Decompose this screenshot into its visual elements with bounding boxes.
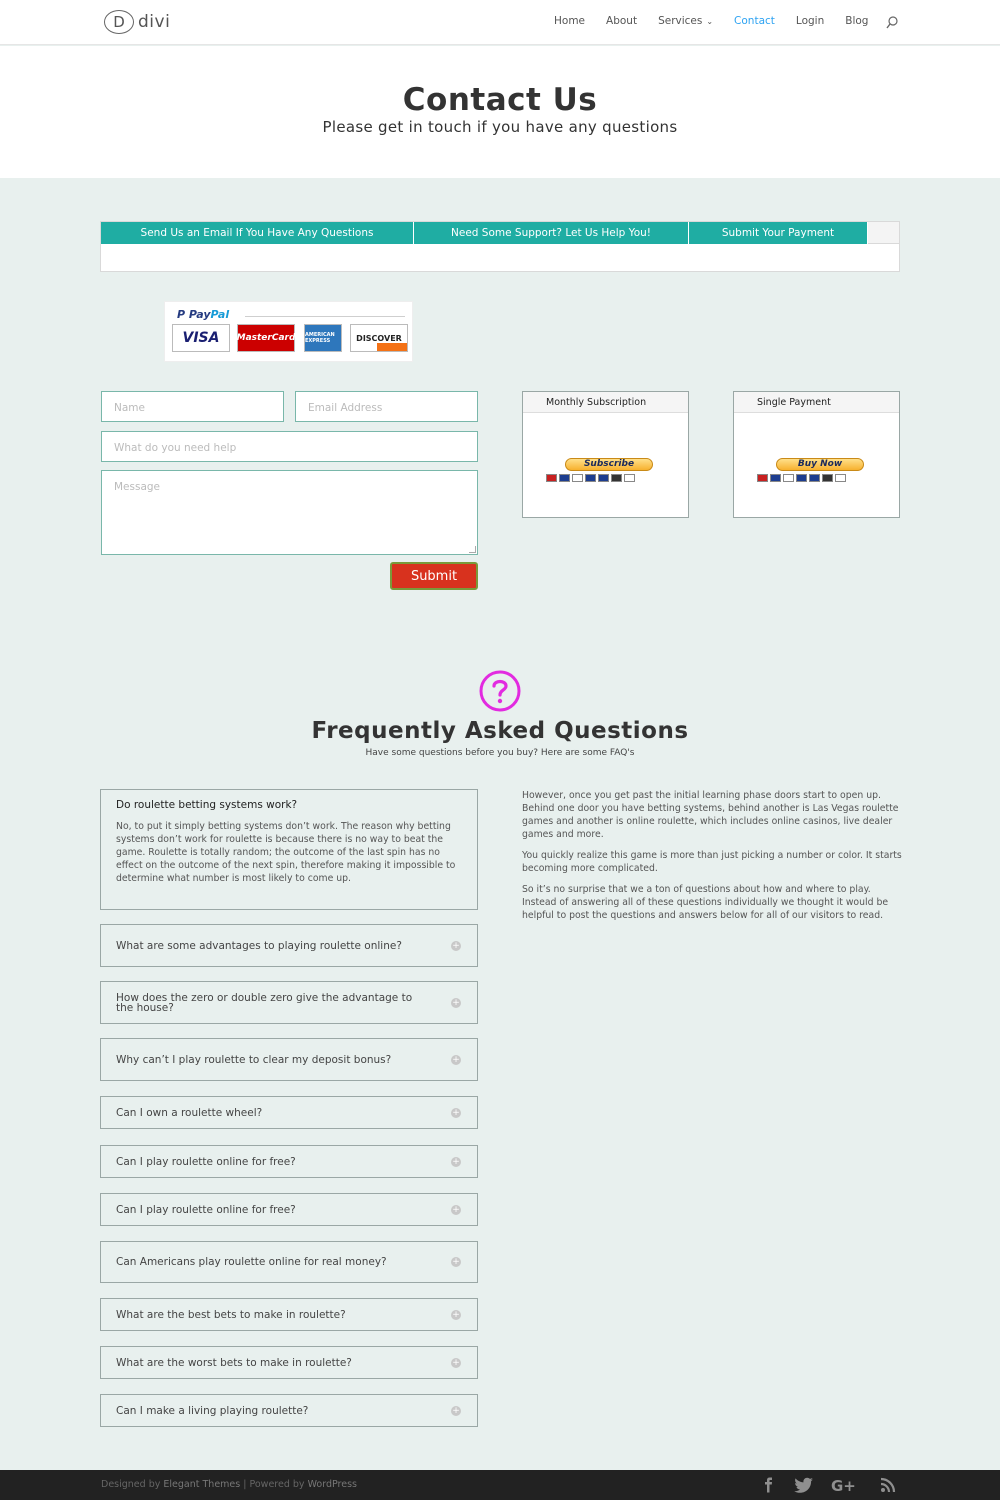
platform-link[interactable]: WordPress [307,1479,357,1490]
card-icon [796,474,807,482]
paypal-cards-banner [164,301,413,362]
faq-question: Why can’t I play roulette to clear my deposit bonus? [116,1053,392,1066]
hero-section [0,46,1000,178]
tab-support[interactable]: Need Some Support? Let Us Help You! [414,222,689,244]
card-icon [611,474,622,482]
nav-services[interactable] [658,15,713,27]
mastercard-logo: MasterCard [237,324,295,352]
faq-question: Can I make a living playing roulette? [116,1404,309,1417]
faq-question: What are some advantages to playing roulette online? [116,939,402,952]
buy-now-button[interactable]: Buy Now [776,458,864,471]
plus-circle-icon: + [452,940,460,951]
plus-circle-icon: + [452,997,460,1008]
plus-circle-icon: + [452,1309,460,1320]
plus-circle-icon: + [452,1054,460,1065]
plus-circle-icon: + [452,1357,460,1368]
faq-paragraph: You quickly realize this game is more than just picking a number or color. It starts becoming more complicated. [522,850,902,874]
single-payment-title: Single Payment [734,392,899,413]
plus-circle-icon: + [452,1405,460,1416]
card-icon [598,474,609,482]
plus-circle-icon: + [452,1204,460,1215]
nav-about[interactable]: About [606,15,638,27]
paypal-logo: P PayPal [177,308,230,321]
paypal-logo-pal: Pal [210,308,230,321]
card-icon [757,474,768,482]
email-field[interactable]: Email Address [295,391,478,422]
nav-home[interactable]: Home [554,15,586,27]
faq-item[interactable] [100,981,478,1024]
accepted-cards [546,474,637,482]
card-icon [770,474,781,482]
logo-mark: D [104,10,134,34]
monthly-subscription-title: Monthly Subscription [523,392,688,413]
site-header [0,0,1000,45]
powered-by-text: Powered by [249,1479,305,1490]
discover-card-logo: DISCOVER [350,324,408,352]
help-topic-field[interactable]: What do you need help [101,431,478,462]
chevron-down-icon: ⌄ [706,17,714,26]
paypal-logo-pay: Pay [188,308,211,321]
faq-item[interactable] [100,1145,478,1178]
rss-icon[interactable] [880,1477,900,1493]
faq-item[interactable] [100,1241,478,1283]
footer-credit [101,1479,357,1490]
designed-by-text: Designed by [101,1479,161,1490]
main-nav [554,15,889,27]
nav-services-label: Services [658,15,703,27]
plus-circle-icon: + [452,1107,460,1118]
svg-text:G+: G+ [831,1477,856,1493]
page-subtitle: Please get in touch if you have any questions [322,118,678,136]
twitter-icon[interactable] [794,1477,814,1493]
faq-question: Can Americans play roulette online for real money? [116,1256,387,1268]
separator: | [243,1479,247,1490]
faq-item[interactable] [100,1346,478,1379]
resize-handle[interactable] [469,546,476,553]
faq-item[interactable] [100,1298,478,1331]
card-icon [624,474,635,482]
question-circle-icon [479,670,521,712]
message-placeholder: Message [114,481,161,493]
faq-title: Frequently Asked Questions [311,718,689,744]
name-field[interactable]: Name [101,391,284,422]
card-icon [822,474,833,482]
faq-question: Can I own a roulette wheel? [116,1106,263,1119]
divider [245,316,405,317]
logo-text: divi [138,12,171,32]
monthly-subscription-box [522,391,689,518]
faq-item-open[interactable] [100,789,478,910]
designer-link[interactable]: Elegant Themes [163,1479,241,1490]
page-title: Contact Us [402,82,598,118]
card-icon [585,474,596,482]
faq-subtitle: Have some questions before you buy? Here are some FAQ's [365,748,635,758]
card-icon [559,474,570,482]
faq-intro-text [522,789,902,930]
google-plus-icon[interactable] [831,1477,863,1493]
faq-item[interactable] [100,1038,478,1081]
nav-blog[interactable]: Blog [845,15,869,27]
tab-payment[interactable]: Submit Your Payment [689,222,868,244]
card-icon [809,474,820,482]
faq-item[interactable] [100,1193,478,1226]
faq-item[interactable] [100,1096,478,1129]
nav-login[interactable]: Login [795,15,825,27]
faq-paragraph: So it’s no surprise that we a ton of questions about how and where to play. Instead of answering all of these questions individually we thought it would be helpful to post the questions and answers below for all of our visitors to read. [522,884,889,921]
search-icon[interactable] [886,16,898,29]
faq-item[interactable] [100,1394,478,1427]
card-icon [783,474,794,482]
plus-circle-icon: + [452,1257,460,1267]
site-footer [0,1470,1000,1500]
faq-question: Do roulette betting systems work? [116,799,298,811]
faq-item[interactable] [100,924,478,967]
visa-card-logo: VISA [172,324,230,352]
faq-answer: No, to put it simply betting systems don’t work. The reason why betting systems don’t work for roulette is because there is no way to beat the game. Roulette is totally random; the outcome of the last spin has no effect on the outcome of the next spin, therefore making it impossible to determine what number is most likely to come up. [116,821,456,884]
facebook-icon[interactable] [759,1477,779,1493]
plus-circle-icon: + [452,1156,460,1167]
site-logo[interactable] [104,10,170,34]
subscribe-button[interactable]: Subscribe [565,458,653,471]
tab-bar [101,222,899,244]
faq-question: Can I play roulette online for free? [116,1155,296,1168]
amex-card-logo: AMERICAN EXPRESS [304,324,342,352]
single-payment-box [733,391,900,518]
accepted-cards [757,474,848,482]
submit-button[interactable]: Submit [390,562,478,590]
faq-question: What are the best bets to make in roulette? [116,1308,346,1321]
card-icon [572,474,583,482]
faq-question: What are the worst bets to make in roulette? [116,1356,352,1369]
nav-contact[interactable]: Contact [734,15,775,27]
faq-question: How does the zero or double zero give the advantage to the house? [116,991,413,1014]
faq-paragraph: However, once you get past the initial learning phase doors start to open up. Behind one door you have betting systems, behind another is Las Vegas roulette games and another is online roulette, which includes online casinos, live dealer games and more. [522,790,899,840]
faq-question: Can I play roulette online for free? [116,1203,296,1216]
contact-tabs [100,221,900,272]
tab-email[interactable]: Send Us an Email If You Have Any Questions [101,222,414,244]
card-icon [546,474,557,482]
message-field[interactable] [101,470,478,555]
card-icon [835,474,846,482]
